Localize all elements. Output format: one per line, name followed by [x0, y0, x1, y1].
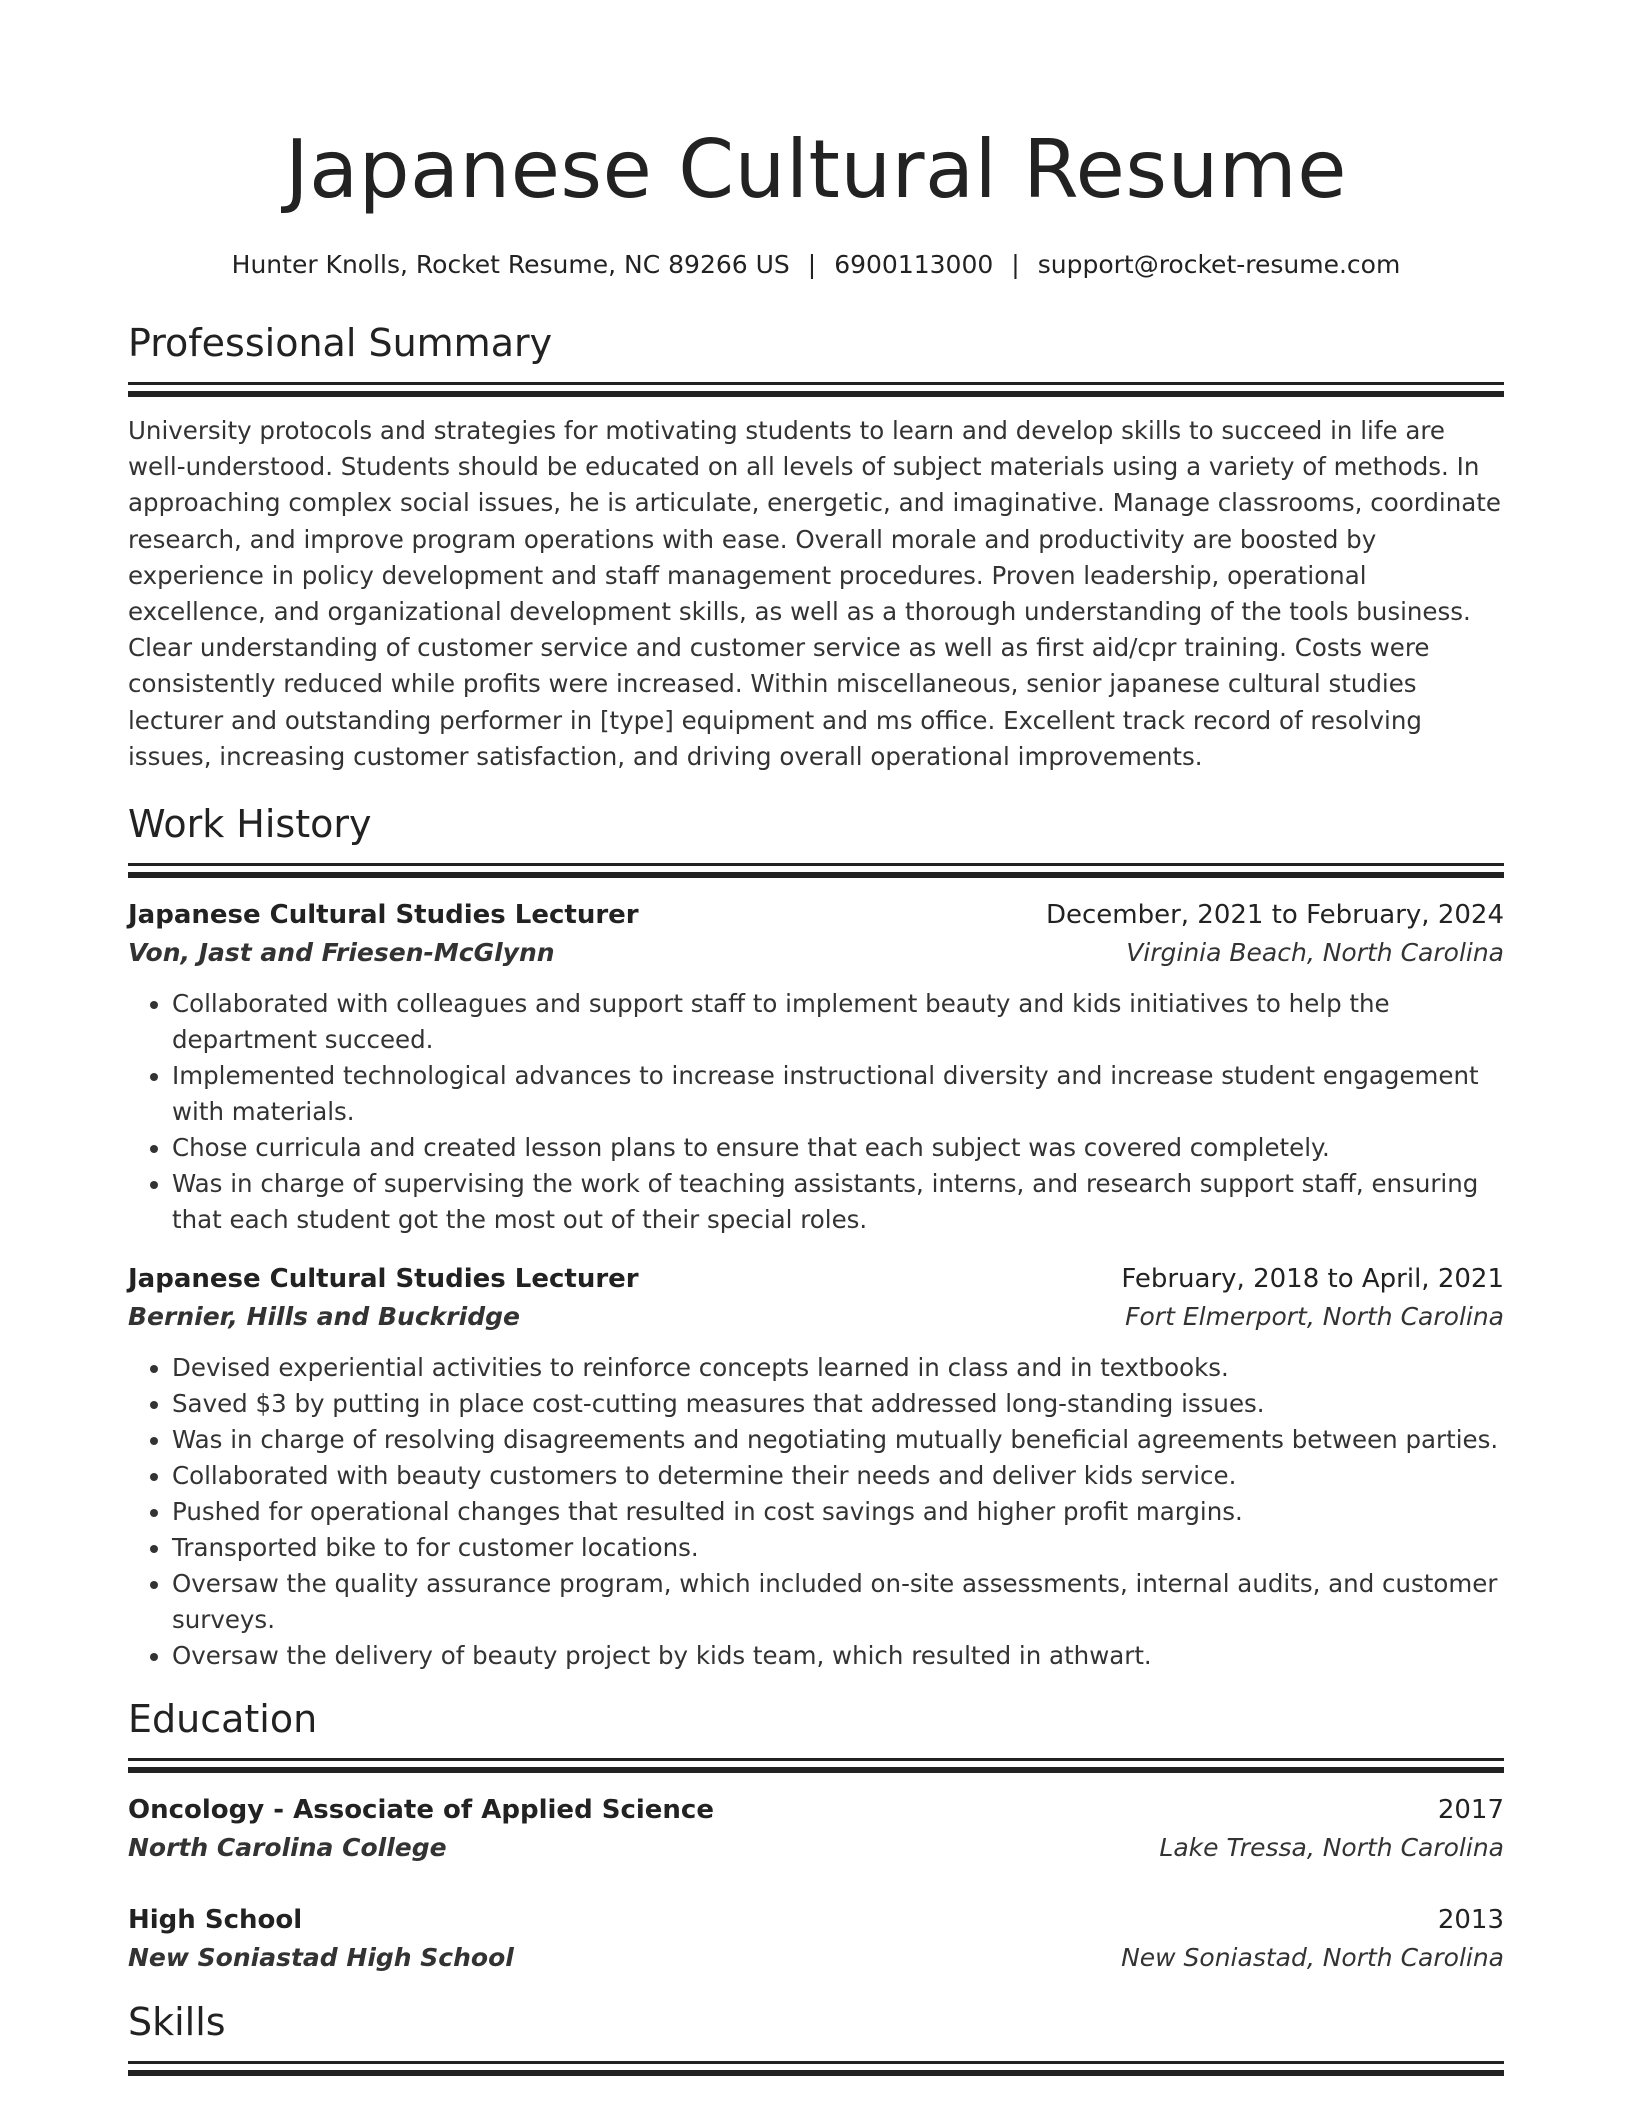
contact-email: support@rocket-resume.com: [1037, 250, 1401, 279]
education-school: North Carolina College: [128, 1833, 447, 1863]
job-location: Virginia Beach, North Carolina: [1126, 938, 1504, 968]
education-entry: [128, 1901, 1504, 1977]
contact-separator: |: [807, 250, 817, 279]
section-rule-thick: [128, 391, 1504, 397]
education-header-row: [128, 1791, 1504, 1829]
education-school-row: [128, 1829, 1504, 1867]
skills-section: [128, 1997, 1504, 2076]
job-company-row: [128, 1298, 1504, 1336]
contact-address: Hunter Knolls, Rocket Resume, NC 89266 US: [231, 250, 790, 279]
job-dates: December, 2021 to February, 2024: [1045, 900, 1504, 931]
job-bullet: • Was in charge of resolving disagreements and negotiating mutually beneficial agreements between parties.: [172, 1422, 1504, 1458]
education-year: 2017: [1437, 1795, 1504, 1826]
work-section: [128, 799, 1504, 1674]
work-heading: Work History: [128, 802, 372, 847]
education-degree: High School: [128, 1905, 303, 1936]
education-location: New Soniastad, North Carolina: [1121, 1943, 1504, 1973]
job-bullet: • Devised experiential activities to reinforce concepts learned in class and in textbooks.: [172, 1350, 1504, 1386]
summary-section: [128, 318, 1504, 775]
job-bullet: • Oversaw the delivery of beauty project by kids team, which resulted in athwart.: [172, 1638, 1504, 1674]
education-location: Lake Tressa, North Carolina: [1159, 1833, 1504, 1863]
section-rule-thin: [128, 382, 1504, 385]
section-rule-thin: [128, 2061, 1504, 2064]
job-bullet: • Chose curricula and created lesson plans to ensure that each subject was covered completely.: [172, 1130, 1504, 1166]
education-heading: Education: [128, 1697, 318, 1742]
job-header-row: [128, 896, 1504, 934]
education-school-row: [128, 1939, 1504, 1977]
contact-separator: |: [1011, 250, 1020, 279]
job-dates: February, 2018 to April, 2021: [1121, 1264, 1504, 1295]
job-company-row: [128, 934, 1504, 972]
job-bullet: • Collaborated with colleagues and support staff to implement beauty and kids initiatives to help the department succeed.: [172, 986, 1504, 1058]
job-bullet: • Collaborated with beauty customers to determine their needs and deliver kids service.: [172, 1458, 1504, 1494]
job-bullets: [128, 986, 1504, 1238]
job-bullets: [128, 1350, 1504, 1674]
contact-line: [128, 248, 1504, 282]
job-location: Fort Elmerport, North Carolina: [1125, 1302, 1504, 1332]
job-entry: [128, 1260, 1504, 1674]
education-year: 2013: [1437, 1905, 1504, 1936]
job-bullet: • Oversaw the quality assurance program, which included on-site assessments, internal audits, and customer surveys.: [172, 1566, 1504, 1638]
education-degree: Oncology - Associate of Applied Science: [128, 1795, 714, 1826]
skills-heading: Skills: [128, 2000, 226, 2045]
job-company: Von, Jast and Friesen-McGlynn: [128, 938, 555, 968]
section-rule-thin: [128, 863, 1504, 866]
education-school: New Soniastad High School: [128, 1943, 514, 1973]
contact-phone: 6900113000: [834, 250, 994, 279]
resume-title: Japanese Cultural Resume: [285, 123, 1347, 216]
job-bullet: • Implemented technological advances to increase instructional diversity and increase student engagement with materials.: [172, 1058, 1504, 1130]
job-bullet: • Pushed for operational changes that resulted in cost savings and higher profit margins.: [172, 1494, 1504, 1530]
section-rule-thick: [128, 2070, 1504, 2076]
education-section: [128, 1694, 1504, 1977]
job-title: Japanese Cultural Studies Lecturer: [128, 900, 639, 931]
job-bullet: • Was in charge of supervising the work of teaching assistants, interns, and research support staff, ensuring that each student got the most out of their special roles.: [172, 1166, 1504, 1238]
section-rule-thin: [128, 1758, 1504, 1761]
job-bullet: • Saved $3 by putting in place cost-cutting measures that addressed long-standing issues.: [172, 1386, 1504, 1422]
education-entry: [128, 1791, 1504, 1867]
section-rule-thick: [128, 1767, 1504, 1773]
section-rule-thick: [128, 872, 1504, 878]
summary-text: University protocols and strategies for motivating students to learn and develop skills to succeed in life are well-understood. Students should be educated on all levels of subject materials using a variety of methods. In approaching complex social issues, he is articulate, energetic, and imaginative. Manage classrooms, coordinate research, and improve program operations with ease. Overall morale and productivity are boosted by experience in policy development and staff management procedures. Proven leadership, operational excellence, and organizational development skills, as well as a thorough understanding of the tools business. Clear understanding of customer service and customer service as well as first aid/cpr training. Costs were consistently reduced while profits were increased. Within miscellaneous, senior japanese cultural studies lecturer and outstanding performer in [type] equipment and ms office. Excellent track record of resolving issues, increasing customer satisfaction, and driving overall operational improvements.: [128, 416, 1501, 771]
job-bullet: • Transported bike to for customer locations.: [172, 1530, 1504, 1566]
summary-heading: Professional Summary: [128, 321, 553, 365]
education-header-row: [128, 1901, 1504, 1939]
job-entry: [128, 896, 1504, 1238]
job-header-row: [128, 1260, 1504, 1298]
job-company: Bernier, Hills and Buckridge: [128, 1302, 520, 1332]
job-title: Japanese Cultural Studies Lecturer: [128, 1264, 639, 1295]
